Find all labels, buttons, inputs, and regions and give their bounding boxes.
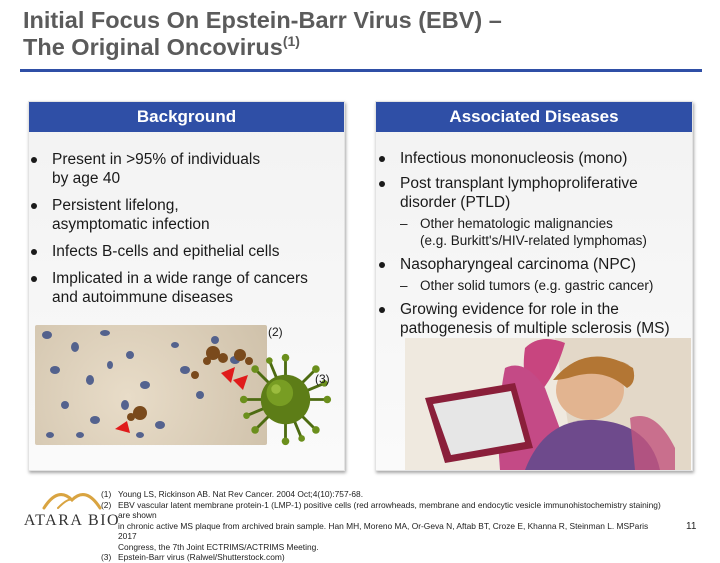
ebv-microscopy-image: [35, 325, 267, 445]
background-list: [28, 150, 338, 315]
footnote: [101, 500, 661, 553]
title-line-2: The Original Oncovirus$^{(1)}$: [23, 33, 300, 60]
dash-icon: –: [400, 278, 408, 293]
disease-item: [376, 255, 688, 274]
bullet-icon: [379, 262, 385, 268]
footnote-line: Epstein-Barr virus (Ralwel/Shutterstock.com): [118, 552, 285, 562]
background-item: [28, 269, 338, 307]
associated-diseases-header: Associated Diseases: [376, 102, 692, 132]
bullet-icon: [31, 203, 37, 209]
disease-item-line: disorder (PTLD): [400, 194, 511, 211]
footnote-line: Congress, the 7th Joint ECTRIMS/ACTRIMS Meeting.: [118, 541, 319, 552]
background-item: [28, 242, 338, 261]
patient-photo: [405, 338, 691, 470]
title-footnote-ref: (1): [282, 33, 300, 49]
bullet-icon: [31, 249, 37, 255]
image-ref-3: (3): [315, 372, 330, 386]
background-item: [28, 196, 338, 234]
disease-item-line: Nasopharyngeal carcinoma (NPC): [400, 256, 637, 273]
logo-text: ATARA BIO: [23, 512, 121, 529]
associated-diseases-list: [376, 149, 688, 338]
footnote-line: Young LS, Rickinson AB. Nat Rev Cancer. 2004 Oct;4(10):757-68.: [118, 489, 364, 499]
slide-title: [23, 7, 703, 61]
disease-item-line: pathogenesis of multiple sclerosis (MS): [400, 320, 670, 337]
disease-subitem: [376, 215, 688, 249]
image-ref-2: (2): [268, 325, 283, 339]
disease-item-line: Infectious mononucleosis (mono): [400, 150, 628, 167]
bullet-icon: [379, 181, 385, 187]
disease-subitem-line: Other solid tumors (e.g. gastric cancer): [420, 278, 654, 293]
footnote-line: EBV vascular latent membrane protein-1 (LMP-1) positive cells (red arrowheads, membrane and endocytic vesicle immunohistochemistry staining) are shown: [118, 499, 661, 520]
footnote: [101, 489, 661, 500]
footnote-number: (2): [101, 499, 112, 510]
disease-item-line: Growing evidence for role in the: [400, 301, 619, 318]
background-item-line: Present in >95% of individuals: [52, 151, 261, 168]
background-item-line: by age 40: [52, 170, 121, 187]
microscopy-illustration: [35, 325, 267, 445]
bullet-icon: [31, 157, 37, 163]
dash-icon: –: [400, 216, 408, 231]
disease-item: [376, 174, 688, 212]
patient-illustration: [405, 338, 691, 470]
title-line-1: Initial Focus On Epstein-Barr Virus (EBV) –: [23, 7, 502, 33]
disease-item-line: Post transplant lymphoproliferative: [400, 175, 638, 192]
title-divider: [20, 69, 702, 72]
background-item-line: Infects B-cells and epithelial cells: [52, 243, 280, 260]
disease-subitem-line: (e.g. Burkitt's/HIV-related lymphomas): [420, 233, 647, 248]
background-item-line: asymptomatic infection: [52, 216, 210, 233]
virus-icon: [238, 352, 333, 447]
page-number: 11: [686, 521, 697, 532]
footnote-line: in chronic active MS plaque from archived brain sample. Han MH, Moreno MA, Or-Geva N, Aftab BT, Croze E, Khanna R, Steinman L. MSParis 2017: [118, 520, 649, 541]
background-item-line: Persistent lifelong,: [52, 197, 179, 214]
footnote: [101, 552, 661, 563]
bullet-icon: [31, 276, 37, 282]
bullet-icon: [379, 307, 385, 313]
background-item: [28, 150, 338, 188]
footnotes: [101, 489, 661, 563]
footnote-number: (1): [101, 489, 112, 499]
disease-item: [376, 300, 688, 338]
background-item-line: Implicated in a wide range of cancers: [52, 270, 308, 287]
background-item-line: and autoimmune diseases: [52, 289, 233, 306]
disease-subitem-line: Other hematologic malignancies: [420, 216, 613, 231]
bullet-icon: [379, 156, 385, 162]
disease-subitem: [376, 277, 688, 294]
disease-item: [376, 149, 688, 168]
footnote-number: (3): [101, 552, 112, 562]
background-header: Background: [29, 102, 344, 132]
